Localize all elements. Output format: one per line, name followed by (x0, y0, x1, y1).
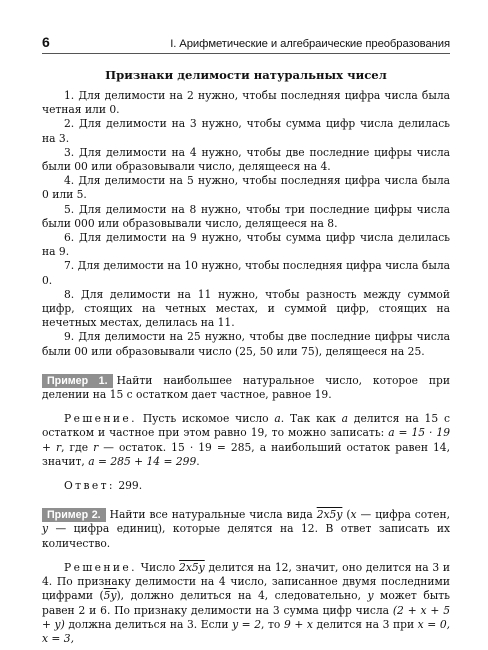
example-1-badge: Пример 1. (42, 374, 113, 388)
example-1-statement: Пример 1. Найти наибольшее натуральное число, которое при делении на 15 с остатком дает частное, равное 19. (42, 373, 450, 402)
formula: a = 285 + 14 = 299 (88, 454, 197, 468)
formula: a = 15 · 19 + r (42, 426, 450, 454)
running-header (42, 34, 450, 54)
rule-item: 6. Для делимости на 9 нужно, чтобы сумма цифр числа делилась на 9. (42, 231, 450, 259)
rule-item: 5. Для делимости на 8 нужно, чтобы три последние цифры числа были 000 или образовывали число, делящееся на 8. (42, 202, 450, 230)
rule-item: 7. Для делимости на 10 нужно, чтобы последняя цифра числа была 0. (42, 259, 450, 287)
rule-item: 9. Для делимости на 25 нужно, чтобы две последние цифры числа были 00 или образовывали число (25, 50 или 75), делящееся на 25. (42, 330, 450, 358)
answer-value: 299. (114, 479, 143, 493)
number-form: 2x5y (179, 560, 205, 574)
example-1-solution: Решение. Пусть искомое число a. Так как a делится на 15 с остатком и частное при этом равно 19, то можно записать: a = 15 · 19 + r, где r — остаток. 15 · 19 = 285, а наибольший остаток равен 14, значит, a = 285 + 14 = 299. (42, 412, 450, 468)
rule-item: 8. Для делимости на 11 нужно, чтобы разность между суммой цифр, стоящих на четных местах, и суммой цифр, стоящих на нечетных местах, делилась на 11. (42, 287, 450, 330)
rule-item: 4. Для делимости на 5 нужно, чтобы последняя цифра числа была 0 или 5. (42, 174, 450, 202)
number-form: 2x5y (316, 508, 343, 522)
rules-list (42, 89, 450, 359)
solution-label: Решение. (64, 560, 137, 574)
example-2-badge: Пример 2. (42, 508, 106, 522)
page (42, 34, 450, 646)
example-2-statement: Пример 2. Найти все натуральные числа вида 2x5y (x — цифра сотен, y — цифра единиц), которые делятся на 12. В ответ записать их количество. (42, 508, 450, 550)
answer-label: Ответ: (64, 479, 115, 493)
example-2-solution: Решение. Число 2x5y делится на 12, значит, оно делится на 3 и 4. По признаку делимости на 4 число, записанное двумя последними цифрами (5y), должно делиться на 4, следовательно, y может быть равен 2 и 6. По признаку делимости на 3 сумма цифр числа (2 + x + 5 + y) должна делиться на 3. Если y = 2, то 9 + x делится на 3 при x = 0, x = 3, (42, 560, 451, 645)
rule-item: 2. Для делимости на 3 нужно, чтобы сумма цифр числа делилась на 3. (42, 117, 450, 145)
rule-item: 1. Для делимости на 2 нужно, чтобы последняя цифра числа была четная или 0. (42, 89, 450, 117)
section-title: I. Арифметические и алгебраические преобразования (170, 38, 450, 50)
example-1-answer (42, 479, 450, 493)
heading: Признаки делимости натуральных чисел (105, 68, 387, 82)
rule-item: 3. Для делимости на 4 нужно, чтобы две последние цифры числа были 00 или образовывали число, делящееся на 4. (42, 145, 450, 174)
page-number: 6 (42, 34, 50, 50)
solution-label: Решение. (64, 412, 137, 426)
